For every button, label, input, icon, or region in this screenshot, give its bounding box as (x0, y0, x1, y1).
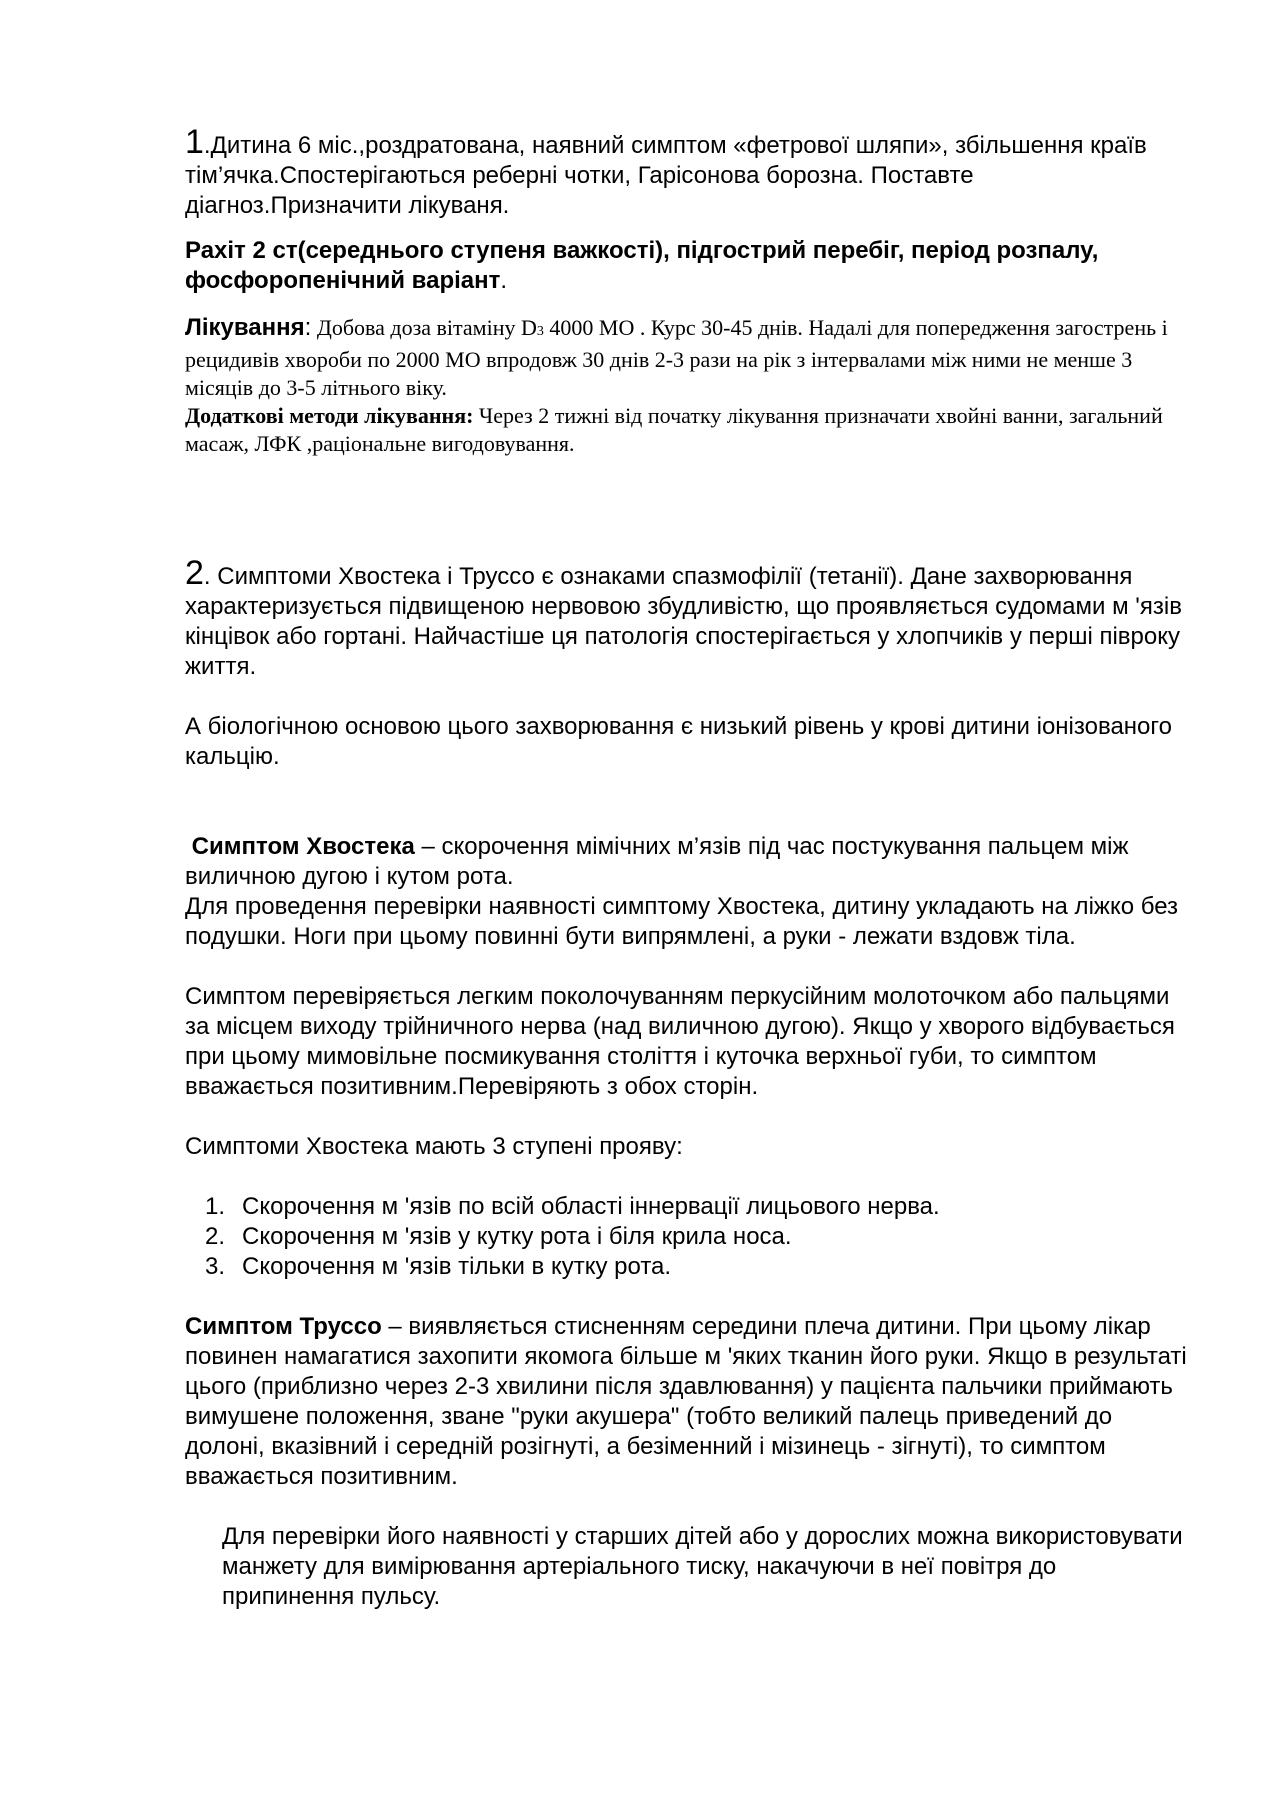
list-item (185, 1192, 1195, 1222)
degrees-list (185, 1192, 1195, 1282)
list-item-number: 1. (204, 1193, 225, 1220)
chvostek-definition (185, 832, 1195, 892)
list-item (185, 1222, 1195, 1252)
list-item-text: Скорочення м 'язів тільки в кутку рота. (242, 1253, 672, 1280)
question-2 (185, 554, 1195, 682)
biological-basis: А біологічною основою цього захворювання є низький рівень у крові дитини іонізованого кальцію. (185, 713, 1172, 770)
chvostek-procedure: Для проведення перевірки наявності симптому Хвостека, дитину укладають на ліжко без подушки. Ноги при цьому повинні бути випрямлені, а руки - лежати вздовж тіла. (185, 893, 1179, 950)
list-item-number: 3. (204, 1253, 225, 1280)
additional-label: Додаткові методи лікування: (185, 403, 474, 428)
diagnosis-text: Рахіт 2 ст(середнього ступеня важкості), підгострий перебіг, період розпалу, фосфоропенічний варіант (185, 237, 1099, 294)
list-item-text: Скорочення м 'язів по всій області іннервації лицьового нерва. (242, 1193, 940, 1220)
treatment-colon: : (304, 314, 312, 341)
list-item (185, 1252, 1195, 1282)
treatment-label: Лікування (185, 314, 305, 341)
chvostek-label: Симптом Хвостека (191, 833, 415, 860)
degrees-intro: Симптоми Хвостека мають 3 ступені прояву: (185, 1133, 683, 1160)
diagnosis-period: . (500, 267, 508, 294)
treatment-subscript: 3 (536, 324, 544, 339)
question-2-number: 2 (185, 554, 204, 592)
document-page (185, 123, 1195, 1612)
trousseau-text: – виявляється стисненням середини плеча дитини. При цьому лікар повинен намагатися захопити якомога більше м 'яких тканин його руки. Якщо в результаті цього (приблизно через 2-3 хвилини після здавлювання) у пацієнта пальчики приймають вимушене положення, зване "руки акушера" (тобто великий палець приведений до долоні, вказівний і середній розігнуті, а безіменний і мізинець - зігнуті), то симптом вважається позитивним. (185, 1313, 1187, 1490)
diagnosis (185, 236, 1195, 296)
list-item-text: Скорочення м 'язів у кутку рота і біля крила носа. (242, 1223, 792, 1250)
trousseau-label: Симптом Труссо (185, 1313, 382, 1340)
treatment (185, 314, 1195, 402)
question-1-number: 1 (185, 123, 204, 161)
additional-treatment (185, 402, 1195, 458)
treatment-text-b: 4000 МО . Курс 30-45 днів. Надалі для попередження загострень і рецидивів хвороби по 2000 МО впродовж 30 днів 2-3 рази на рік з інтервалами між ними не менше 3 місяців до 3-5 літнього віку. (185, 315, 1168, 400)
additional-text: Через 2 тижні від початку лікування призначати хвойні ванни, загальний масаж, ЛФК ,раціональне вигодовування. (185, 403, 1163, 456)
trousseau-definition (185, 1312, 1195, 1492)
question-2-intro: . Симптоми Хвостека і Труссо є ознаками спазмофілії (тетанії). Дане захворювання характеризується підвищеною нервовою збудливістю, що проявляється судомами м 'язів кінцівок або гортані. Найчастіше ця патологія спостерігається у хлопчиків у перші півроку життя. (185, 563, 1182, 680)
chvostek-check: Симптом перевіряється легким поколочуванням перкусійним молоточком або пальцями за місцем виходу трійничного нерва (над виличною дугою). Якщо у хворого відбувається при цьому мимовільне посмикування століття і куточка верхньої губи, то симптом вважається позитивним.Перевіряють з обох сторін. (185, 983, 1175, 1100)
adults-check: Для перевірки його наявності у старших дітей або у дорослих можна використовувати манжету для вимірювання артеріального тиску, накачуючи в неї повітря до припинення пульсу. (222, 1523, 1183, 1610)
chvostek-text: – скорочення мімічних м’язів під час постукування пальцем між виличною дугою і кутом рота. (185, 833, 1129, 890)
list-item-number: 2. (204, 1223, 225, 1250)
treatment-text-a: Добова доза вітаміну D (311, 315, 537, 340)
question-1 (185, 123, 1195, 221)
question-1-text: .Дитина 6 міс.,роздратована, наявний симптом «фетрової шляпи», збільшення країв тім’ячка.Спостерігаються реберні чотки, Гарісонова борозна. Поставте діагноз.Призначити лікуваня. (185, 132, 1147, 219)
